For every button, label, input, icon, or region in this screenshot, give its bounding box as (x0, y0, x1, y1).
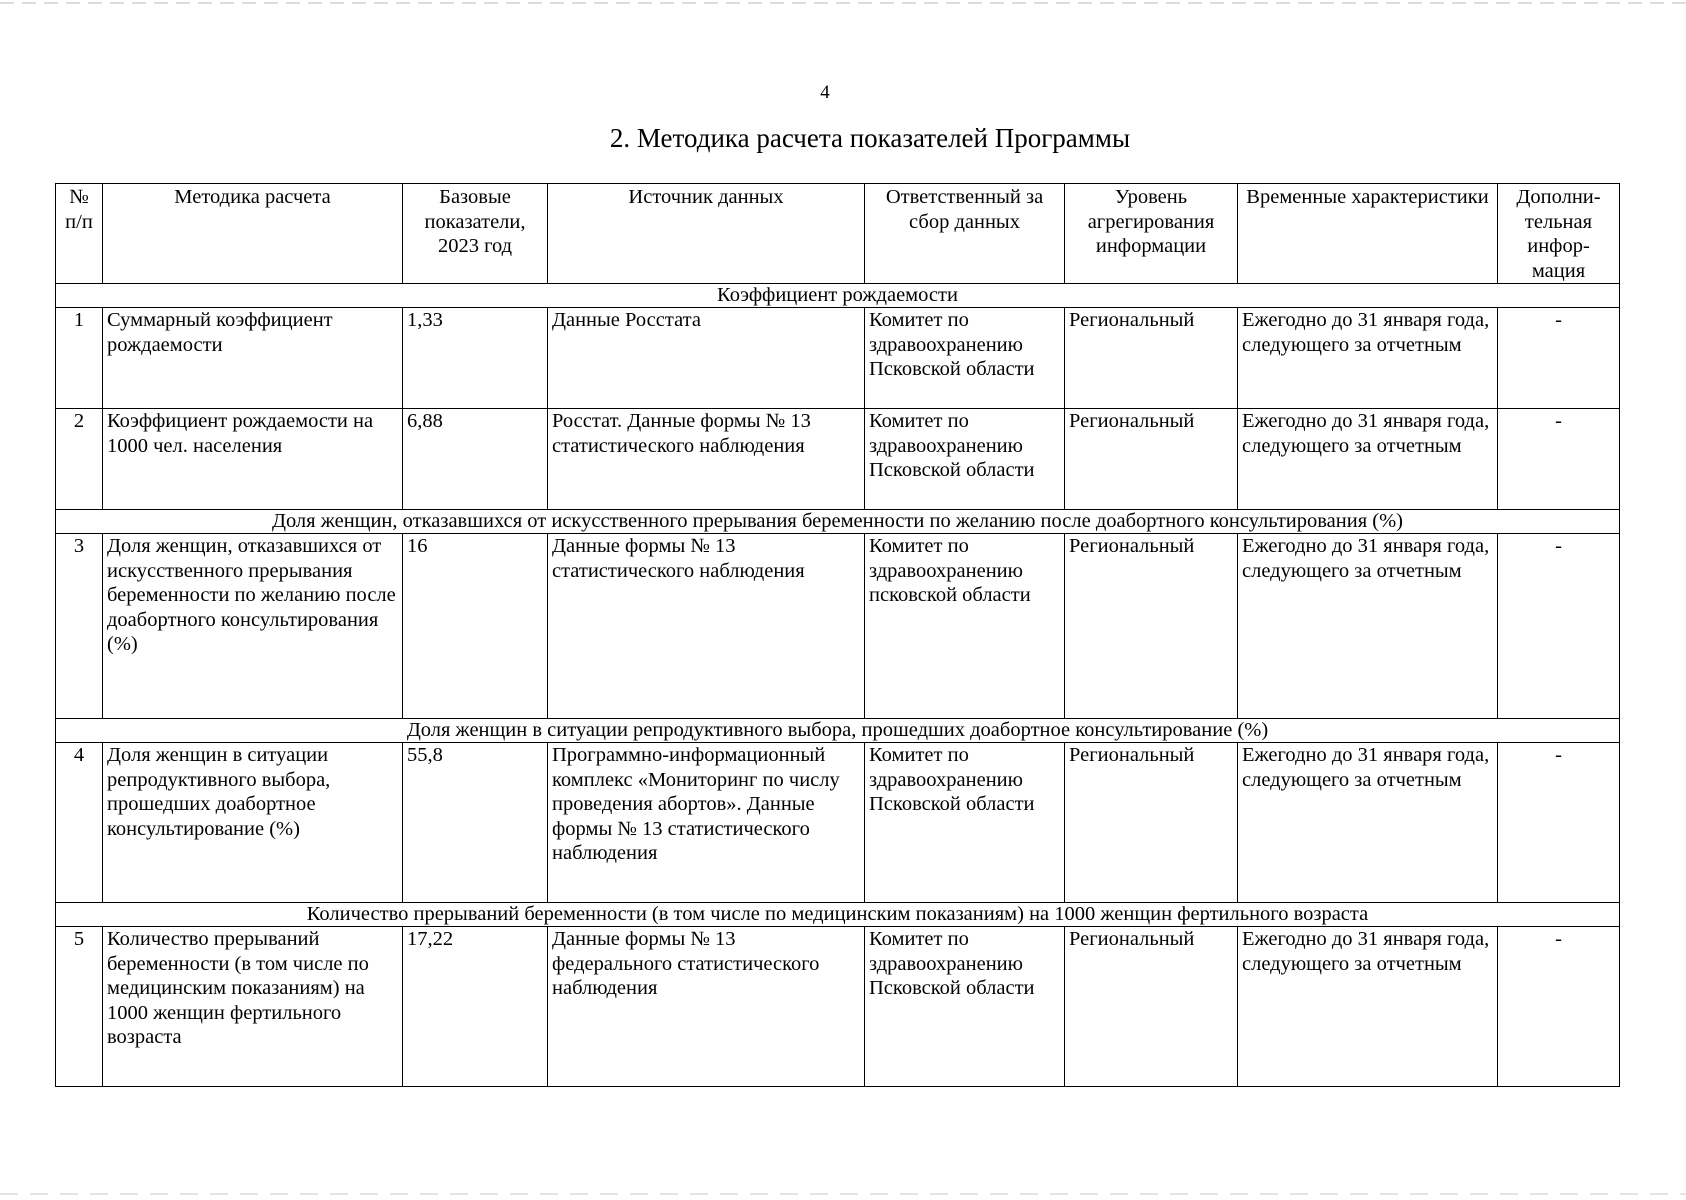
row-number: 3 (56, 534, 103, 719)
row-method: Количество прерываний беременности (в том числе по медицинским показаниям) на 1000 женщин фертильного возраста (103, 927, 403, 1087)
section-heading: Доля женщин, отказавшихся от искусственного прерывания беременности по желанию после доабортного консультирования (%) (56, 510, 1620, 534)
row-timing: Ежегодно до 31 января года, следующего за отчетным (1238, 927, 1498, 1087)
header-num: № п/п (56, 184, 103, 284)
header-method: Методика расчета (103, 184, 403, 284)
row-base: 55,8 (403, 743, 548, 903)
row-method: Доля женщин, отказавшихся от искусственного прерывания беременности по желанию после доабортного консультирования (%) (103, 534, 403, 719)
header-responsible: Ответственный за сбор данных (865, 184, 1065, 284)
row-method: Суммарный коэффициент рождаемости (103, 308, 403, 409)
row-source: Программно-информационный комплекс «Мониторинг по числу проведения абортов». Данные формы № 13 статистического наблюдения (548, 743, 865, 903)
header-source: Источник данных (548, 184, 865, 284)
scan-edge-bottom (0, 1193, 1686, 1195)
row-number: 4 (56, 743, 103, 903)
section-heading-row (56, 284, 1620, 308)
row-base: 6,88 (403, 409, 548, 510)
section-heading: Доля женщин в ситуации репродуктивного выбора, прошедших доабортное консультирование (%) (56, 719, 1620, 743)
row-source: Росстат. Данные формы № 13 статистического наблюдения (548, 409, 865, 510)
row-number: 2 (56, 409, 103, 510)
section-heading-row (56, 719, 1620, 743)
row-responsible: Комитет по здравоохранению псковской области (865, 534, 1065, 719)
row-number: 5 (56, 927, 103, 1087)
header-timing: Временные характеристики (1238, 184, 1498, 284)
header-extra: Дополни- тельная инфор- мация (1498, 184, 1620, 284)
section-heading-row (56, 510, 1620, 534)
row-responsible: Комитет по здравоохранению Псковской области (865, 409, 1065, 510)
row-extra: - (1498, 409, 1620, 510)
table-row (56, 308, 1620, 409)
table-row (56, 927, 1620, 1087)
table-row (56, 743, 1620, 903)
row-timing: Ежегодно до 31 января года, следующего за отчетным (1238, 409, 1498, 510)
row-responsible: Комитет по здравоохранению Псковской области (865, 927, 1065, 1087)
row-number: 1 (56, 308, 103, 409)
header-base: Базовые показатели, 2023 год (403, 184, 548, 284)
row-source: Данные формы № 13 статистического наблюдения (548, 534, 865, 719)
row-extra: - (1498, 308, 1620, 409)
row-extra: - (1498, 743, 1620, 903)
row-level: Региональный (1065, 927, 1238, 1087)
row-source: Данные формы № 13 федерального статистического наблюдения (548, 927, 865, 1087)
row-level: Региональный (1065, 534, 1238, 719)
row-level: Региональный (1065, 743, 1238, 903)
row-timing: Ежегодно до 31 января года, следующего за отчетным (1238, 534, 1498, 719)
row-method: Коэффициент рождаемости на 1000 чел. населения (103, 409, 403, 510)
row-base: 17,22 (403, 927, 548, 1087)
indicators-table (55, 183, 1620, 1087)
header-level: Уровень агрегирования информации (1065, 184, 1238, 284)
row-timing: Ежегодно до 31 января года, следующего за отчетным (1238, 743, 1498, 903)
row-extra: - (1498, 534, 1620, 719)
section-heading-row (56, 903, 1620, 927)
row-responsible: Комитет по здравоохранению Псковской области (865, 743, 1065, 903)
table-row (56, 409, 1620, 510)
scan-edge-top (0, 2, 1686, 4)
table-row (56, 534, 1620, 719)
row-base: 16 (403, 534, 548, 719)
row-timing: Ежегодно до 31 января года, следующего за отчетным (1238, 308, 1498, 409)
row-source: Данные Росстата (548, 308, 865, 409)
document-title: 2. Методика расчета показателей Программы (609, 123, 1131, 153)
row-responsible: Комитет по здравоохранению Псковской области (865, 308, 1065, 409)
section-heading: Количество прерываний беременности (в том числе по медицинским показаниям) на 1000 женщин фертильного возраста (56, 903, 1620, 927)
row-level: Региональный (1065, 308, 1238, 409)
page-number: 4 (820, 82, 830, 103)
row-base: 1,33 (403, 308, 548, 409)
table-header-row (56, 184, 1620, 284)
section-heading: Коэффициент рождаемости (56, 284, 1620, 308)
row-method: Доля женщин в ситуации репродуктивного выбора, прошедших доабортное консультирование (%) (103, 743, 403, 903)
row-level: Региональный (1065, 409, 1238, 510)
row-extra: - (1498, 927, 1620, 1087)
